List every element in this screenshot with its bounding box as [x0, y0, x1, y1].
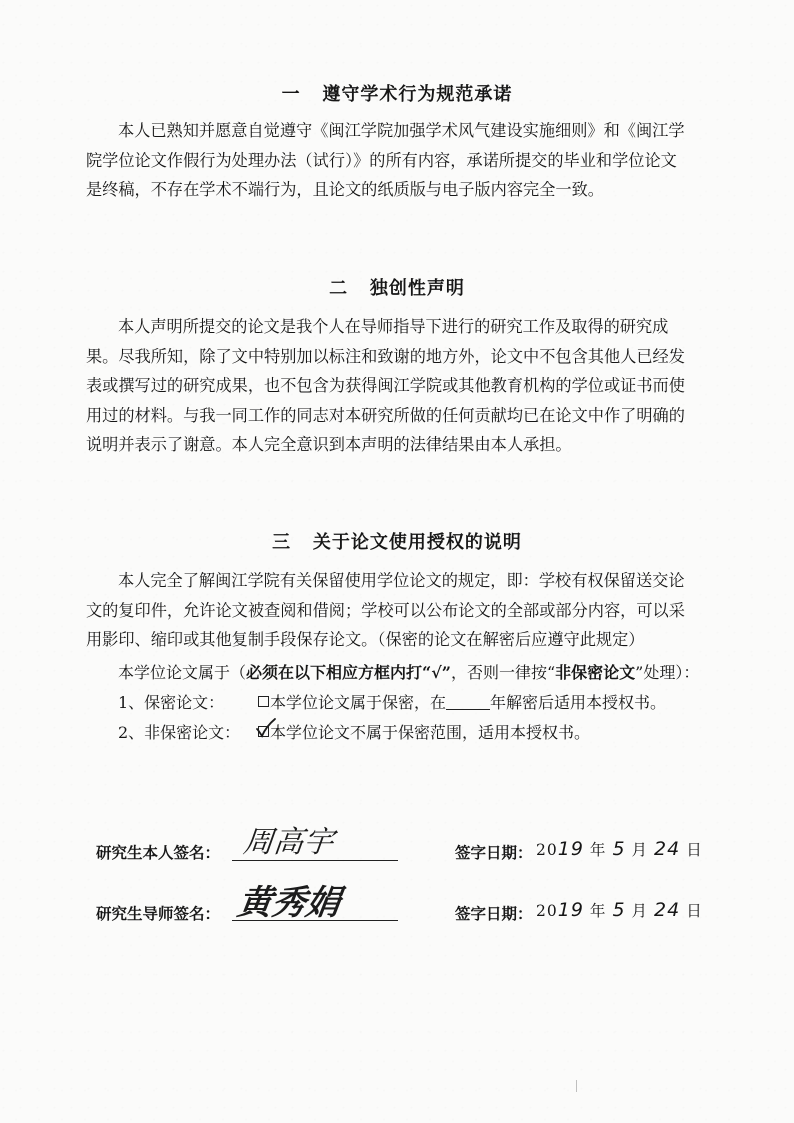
- section-1-body: [86, 116, 706, 205]
- option-confidential: [118, 690, 224, 713]
- student-date-year-unit: 年: [589, 841, 607, 859]
- advisor-signature-label: 研究生导师签名：: [96, 905, 221, 923]
- student-date: [536, 838, 709, 860]
- student-date-year-hw: 19: [557, 838, 584, 860]
- advisor-date-month-unit: 月: [631, 902, 649, 920]
- student-date-month: 5: [612, 838, 626, 860]
- advisor-signature: [236, 874, 396, 926]
- option-confidential-label: 1、保密论文：: [118, 693, 225, 712]
- option-non-confidential-label: 2、非保密论文：: [118, 723, 241, 742]
- student-date-day: 24: [654, 838, 681, 860]
- advisor-date-year-prefix: 20: [536, 902, 558, 920]
- advisor-signature-text: 黄秀娟: [235, 883, 343, 923]
- section-2-line-4: 用过的材料。与我一同工作的同志对本研究所做的任何贡献均已在论文中作了明确的: [86, 405, 685, 425]
- advisor-date: [536, 899, 709, 921]
- section-3-line-3: 用影印、缩印或其他复制手段保存论文。（保密的论文在解密后应遵守此规定）: [86, 630, 645, 649]
- section-2-line-5: 说明并表示了谢意。本人完全意识到本声明的法律结果由本人承担。: [86, 435, 572, 454]
- advisor-date-month: 5: [612, 899, 626, 921]
- statement-bold: 必须在以下相应方框内打“√”: [246, 663, 451, 682]
- section-1-line-2: 院学位论文作假行为处理办法（试行）》的所有内容，承诺所提交的毕业和学位论文: [86, 150, 677, 170]
- section-2-line-2: 果。尽我所知，除了文中特别加以标注和致谢的地方外，论文中不包含其他人已经发: [86, 346, 685, 366]
- section-1-line-3: 是终稿，不存在学术不端行为，且论文的纸质版与电子版内容完全一致。: [86, 180, 604, 199]
- option-non-confidential-body: [258, 720, 590, 743]
- section-3-body: [86, 566, 706, 655]
- student-date-month-unit: 月: [631, 841, 649, 859]
- student-signature-label: 研究生本人签名：: [96, 844, 221, 862]
- advisor-date-label: 签字日期：: [455, 905, 533, 923]
- student-signature: [236, 818, 396, 864]
- student-date-label: 签字日期：: [455, 844, 533, 862]
- non-confidential-checkbox[interactable]: [258, 726, 269, 737]
- option-non-confidential: [118, 720, 240, 743]
- student-signature-text: 周高宇: [241, 825, 336, 860]
- section-3-title: 三 关于论文使用授权的说明: [272, 532, 522, 553]
- classification-statement: [118, 660, 699, 683]
- section-3-line-1: 本人完全了解闽江学院有关保留使用学位论文的规定，即：学校有权保留送交论: [118, 571, 685, 590]
- option-confidential-text-after: 年解密后适用本授权书。: [490, 693, 667, 712]
- statement-bold-2: 非保密论文: [555, 663, 636, 682]
- statement-suffix: ”处理）：: [635, 663, 700, 682]
- section-2-line-1: 本人声明所提交的论文是我个人在导师指导下进行的研究工作及取得的研究成: [118, 317, 669, 336]
- advisor-date-day-unit: 日: [686, 902, 703, 920]
- section-1-line-1: 本人已熟知并愿意自觉遵守《闽江学院加强学术风气建设实施细则》和《闽江学: [118, 121, 685, 140]
- section-3-line-2: 文的复印件，允许论文被查阅和借阅；学校可以公布论文的全部或部分内容，可以采: [86, 600, 685, 620]
- option-confidential-body: [258, 690, 666, 713]
- student-date-day-unit: 日: [686, 841, 703, 859]
- advisor-date-day: 24: [654, 899, 681, 921]
- checkmark-icon: [256, 718, 276, 738]
- student-date-year-prefix: 20: [536, 841, 558, 859]
- statement-middle: ，否则一律按“: [450, 663, 556, 682]
- advisor-date-year-hw: 19: [557, 899, 584, 921]
- option-non-confidential-text: 本学位论文不属于保密范围，适用本授权书。: [270, 723, 591, 742]
- advisor-date-year-unit: 年: [589, 902, 607, 920]
- scan-speck: [576, 1080, 577, 1092]
- section-2-body: [86, 312, 706, 460]
- section-2-title: 二 独创性声明: [329, 278, 465, 299]
- year-blank[interactable]: [446, 695, 490, 710]
- statement-prefix: 本学位论文属于（: [118, 663, 247, 682]
- section-2-line-3: 表或撰写过的研究成果，也不包含为获得闽江学院或其他教育机构的学位或证书而使: [86, 376, 685, 395]
- section-1-title: 一 遵守学术行为规范承诺: [281, 84, 513, 105]
- option-confidential-text-before: 本学位论文属于保密，在: [270, 693, 447, 712]
- confidential-checkbox[interactable]: [258, 696, 269, 707]
